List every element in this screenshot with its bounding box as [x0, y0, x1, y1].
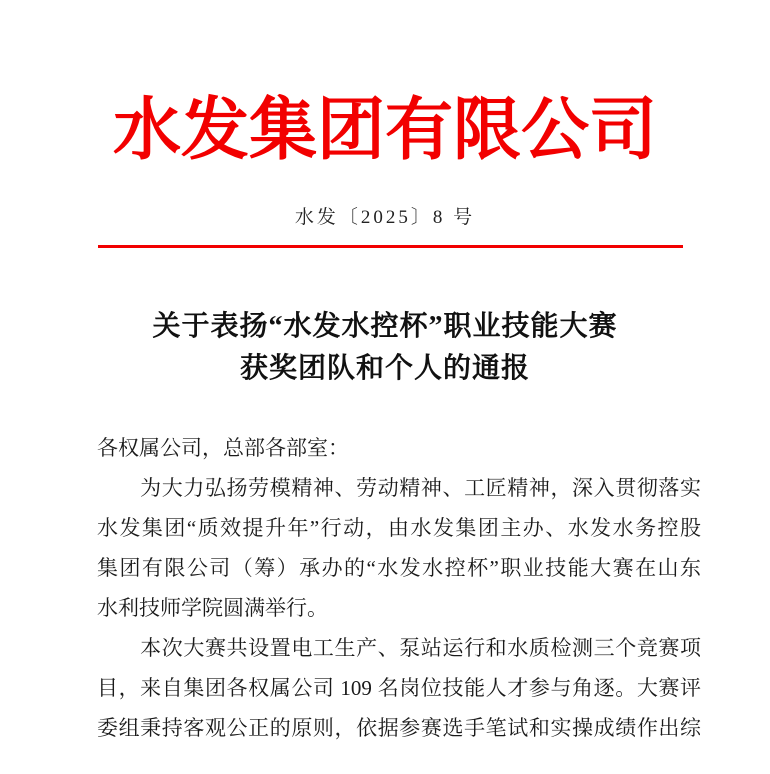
doc-title — [0, 306, 770, 390]
document-body — [97, 428, 701, 748]
red-divider — [98, 245, 683, 248]
body-line: 各权属公司，总部各部室： — [97, 436, 349, 460]
body-line: 本次大赛共设置电工生产、泵站运行和水质检测三个竞赛项 — [97, 636, 701, 660]
doc-title-line1: 关于表扬“水发水控杯”职业技能大赛 — [152, 311, 618, 342]
body-line: 目，来自集团各权属公司 109 名岗位技能人才参与角逐。大赛评 — [97, 676, 701, 700]
body-line: 为大力弘扬劳模精神、劳动精神、工匠精神，深入贯彻落实 — [97, 476, 701, 500]
body-line: 水利技师学院圆满举行。 — [97, 596, 328, 620]
doc-number: 水发〔2025〕8 号 — [294, 207, 476, 228]
body-line: 委组秉持客观公正的原则，依据参赛选手笔试和实操成绩作出综 — [97, 716, 701, 740]
body-line: 集团有限公司（筹）承办的“水发水控杯”职业技能大赛在山东 — [97, 556, 701, 580]
org-title: 水发集团有限公司 — [112, 92, 657, 168]
doc-title-line2: 获奖团队和个人的通报 — [239, 353, 530, 384]
body-line: 水发集团“质效提升年”行动，由水发集团主办、水发水务控股 — [97, 516, 701, 540]
